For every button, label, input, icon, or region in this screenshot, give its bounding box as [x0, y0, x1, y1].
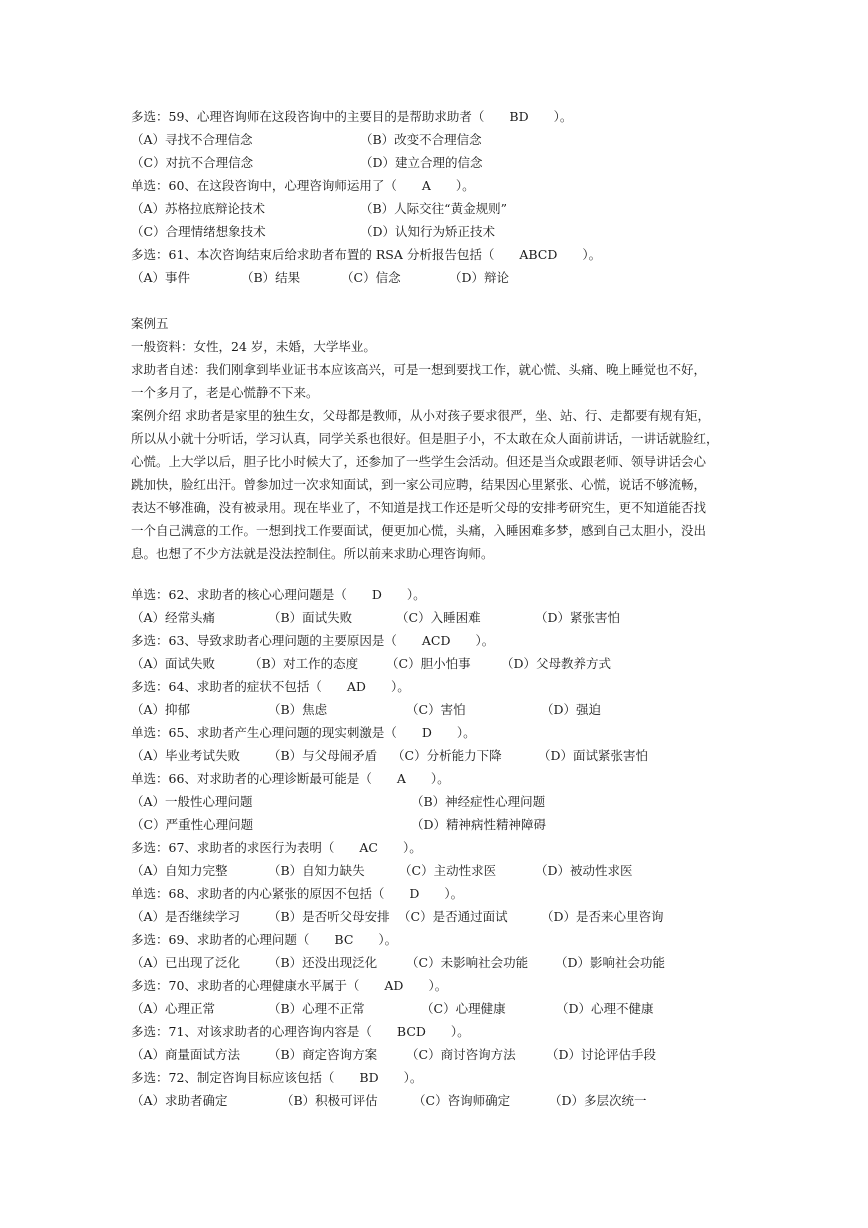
question-72-stem: 多选：72、制定咨询目标应该包括（ BD ）。 — [131, 1070, 423, 1085]
question-62-stem: 单选：62、求助者的核心心理问题是（ D ）。 — [131, 587, 426, 602]
option-b: （B）神经症性心理问题 — [411, 794, 546, 809]
option-c: （C）害怕 — [406, 702, 466, 717]
case-intro-line: 心慌。上大学以后，胆子比小时候大了，还参加了一些学生会活动。但还是当众或跟老师、领导讲话会心 — [131, 454, 707, 469]
option-b: （B）与父母闹矛盾 — [268, 748, 378, 763]
option-d: （D）强迫 — [541, 702, 602, 717]
option-a: （A）一般性心理问题 — [131, 794, 253, 809]
question-66-stem: 单选：66、对求助者的心理诊断最可能是（ A ）。 — [131, 771, 450, 786]
option-c: （C）是否通过面试 — [398, 909, 508, 924]
option-d: （D）面试紧张害怕 — [538, 748, 649, 763]
question-63-stem: 多选：63、导致求助者心理问题的主要原因是（ ACD ）。 — [131, 633, 495, 648]
question-68-options — [131, 905, 751, 928]
option-b: （B）对工作的态度 — [249, 656, 359, 671]
option-a: （A）已出现了泛化 — [131, 955, 241, 970]
option-a: （A）求助者确定 — [131, 1093, 228, 1108]
option-a: （A）经常头痛 — [131, 610, 216, 625]
case-intro-line: 息。也想了不少方法就是没法控制住。所以前来求助心理咨询师。 — [131, 546, 494, 561]
option-d: （D）建立合理的信念 — [360, 155, 483, 170]
question-59-options-row-1 — [131, 128, 751, 151]
option-c: （C）对抗不合理信念 — [131, 155, 254, 170]
question-68-stem: 单选：68、求助者的内心紧张的原因不包括（ D ）。 — [131, 886, 464, 901]
option-d: （D）是否来心里咨询 — [541, 909, 664, 924]
option-c: （C）咨询师确定 — [413, 1093, 511, 1108]
question-61-options — [131, 266, 751, 289]
option-c: （C）合理情绪想象技术 — [131, 224, 266, 239]
case-intro-line: 案例介绍 求助者是家里的独生女，父母都是教师，从小对孩子要求很严，坐、站、行、走都要有规有矩， — [131, 408, 710, 423]
question-65-stem: 单选：65、求助者产生心理问题的现实刺激是（ D ）。 — [131, 725, 476, 740]
option-b: （B）改变不合理信念 — [360, 132, 482, 147]
question-71-options — [131, 1043, 751, 1066]
question-61-stem: 多选：61、本次咨询结束后给求助者布置的 RSA 分析报告包括（ ABCD ）。 — [131, 247, 602, 262]
option-a: （A）商量面试方法 — [131, 1047, 241, 1062]
question-59-options-row-2 — [131, 151, 751, 174]
option-a: （A）毕业考试失败 — [131, 748, 241, 763]
option-b: （B）面试失败 — [268, 610, 353, 625]
option-d: （D）多层次统一 — [549, 1093, 647, 1108]
case-intro-line: 所以从小就十分听话，学习认真，同学关系也很好。但是胆子小，不太敢在众人面前讲话，一讲话就脸红， — [131, 431, 719, 446]
option-c: （C）信念 — [341, 270, 401, 285]
case-self-report-line: 一个多月了，老是心慌静不下来。 — [131, 385, 319, 400]
option-b: （B）是否听父母安排 — [268, 909, 390, 924]
question-64-options — [131, 698, 751, 721]
question-66-options-row-1 — [131, 790, 751, 813]
option-a: （A）心理正常 — [131, 1001, 216, 1016]
option-c: （C）严重性心理问题 — [131, 817, 254, 832]
case-general-info: 一般资料：女性，24 岁，未婚，大学毕业。 — [131, 339, 376, 354]
option-a: （A）寻找不合理信念 — [131, 132, 253, 147]
question-60-options-row-1 — [131, 197, 751, 220]
option-a: （A）苏格拉底辩论技术 — [131, 201, 266, 216]
question-70-stem: 多选：70、求助者的心理健康水平属于（ AD ）。 — [131, 978, 448, 993]
question-69-options — [131, 951, 751, 974]
option-c: （C）胆小怕事 — [386, 656, 471, 671]
option-c: （C）商讨咨询方法 — [406, 1047, 516, 1062]
question-72-options — [131, 1089, 751, 1112]
option-b: （B）自知力缺失 — [268, 863, 365, 878]
option-d: （D）紧张害怕 — [535, 610, 621, 625]
option-b: （B）结果 — [241, 270, 301, 285]
option-b: （B）焦虑 — [268, 702, 328, 717]
option-b: （B）还没出现泛化 — [268, 955, 378, 970]
option-a: （A）是否继续学习 — [131, 909, 241, 924]
option-c: （C）入睡困难 — [396, 610, 481, 625]
option-b: （B）积极可评估 — [281, 1093, 378, 1108]
case-intro-line: 一个自己满意的工作。一想到找工作要面试，便更加心慌，头痛，入睡困难多梦，感到自己太胆小，没出 — [131, 523, 707, 538]
question-67-options — [131, 859, 751, 882]
case-intro-line: 表达不够准确，没有被录用。现在毕业了，不知道是找工作还是听父母的安排考研究生，更不知道能否找 — [131, 500, 707, 515]
option-c: （C）未影响社会功能 — [406, 955, 529, 970]
option-a: （A）面试失败 — [131, 656, 216, 671]
option-d: （D）父母教养方式 — [501, 656, 612, 671]
option-d: （D）精神病性精神障碍 — [411, 817, 547, 832]
question-67-stem: 多选：67、求助者的求医行为表明（ AC ）。 — [131, 840, 422, 855]
option-c: （C）主动性求医 — [399, 863, 497, 878]
case-intro-line: 跳加快，脸红出汗。曾参加过一次求知面试，到一家公司应聘，结果因心里紧张、心慌，说话不够流畅， — [131, 477, 707, 492]
option-c: （C）分析能力下降 — [392, 748, 502, 763]
option-d: （D）被动性求医 — [535, 863, 633, 878]
case-self-report-line: 求助者自述：我们刚拿到毕业证书本应该高兴，可是一想到要找工作，就心慌、头痛、晚上睡觉也不好， — [131, 362, 707, 377]
question-70-options — [131, 997, 751, 1020]
question-59-stem: 多选：59、心理咨询师在这段咨询中的主要目的是帮助求助者（ BD ）。 — [131, 109, 573, 124]
question-66-options-row-2 — [131, 813, 751, 836]
question-63-options — [131, 652, 751, 675]
question-60-stem: 单选：60、在这段咨询中，心理咨询师运用了（ A ）。 — [131, 178, 475, 193]
option-c: （C）心理健康 — [421, 1001, 506, 1016]
question-62-options — [131, 606, 751, 629]
option-d: （D）认知行为矫正技术 — [360, 224, 496, 239]
option-b: （B）人际交往“黄金规则” — [360, 201, 507, 216]
option-d: （D）辩论 — [449, 270, 510, 285]
case-title: 案例五 — [131, 316, 169, 331]
option-b: （B）心理不正常 — [268, 1001, 365, 1016]
option-a: （A）抑郁 — [131, 702, 191, 717]
question-69-stem: 多选：69、求助者的心理问题（ BC ）。 — [131, 932, 398, 947]
option-a: （A）自知力完整 — [131, 863, 228, 878]
option-d: （D）讨论评估手段 — [546, 1047, 657, 1062]
question-65-options — [131, 744, 751, 767]
option-d: （D）心理不健康 — [556, 1001, 654, 1016]
question-71-stem: 多选：71、对该求助者的心理咨询内容是（ BCD ）。 — [131, 1024, 470, 1039]
option-b: （B）商定咨询方案 — [268, 1047, 378, 1062]
question-60-options-row-2 — [131, 220, 751, 243]
option-d: （D）影响社会功能 — [555, 955, 666, 970]
option-a: （A）事件 — [131, 270, 191, 285]
question-64-stem: 多选：64、求助者的症状不包括（ AD ）。 — [131, 679, 410, 694]
